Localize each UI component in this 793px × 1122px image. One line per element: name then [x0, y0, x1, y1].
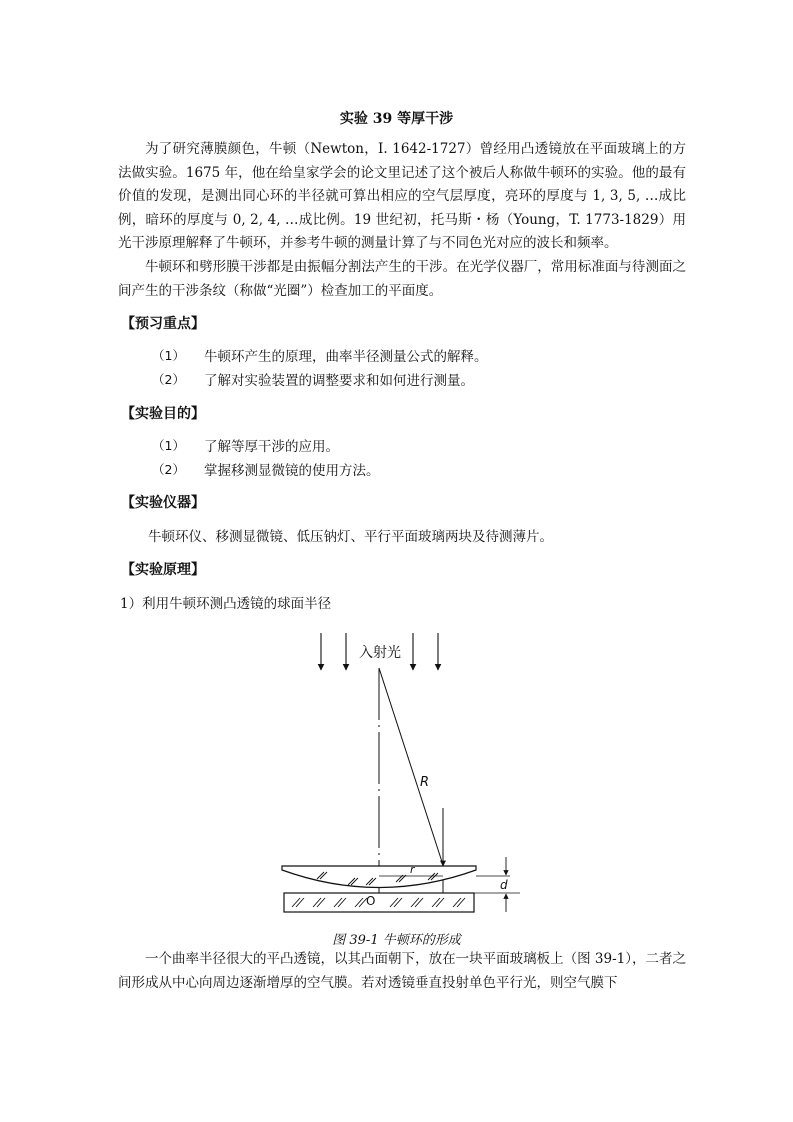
preview-item-2-number: （2）	[152, 372, 185, 387]
principle-subheading: 1）利用牛顿环测凸透镜的球面半径	[120, 596, 332, 612]
ring-radius-label: r	[410, 863, 415, 876]
radius-line	[379, 668, 444, 868]
purpose-item-1-number: （1）	[152, 438, 185, 453]
instruments-heading: 【实验仪器】	[121, 495, 205, 511]
preview-item-1-number: （1）	[152, 348, 185, 363]
preview-item-1-text: 牛顿环产生的原理，曲率半径测量公式的解释。	[204, 349, 488, 365]
instruments-text: 牛顿环仪、移测显微镜、低压钠灯、平行平面玻璃两块及待测薄片。	[148, 529, 553, 545]
plano-convex-lens	[282, 866, 476, 888]
body-paragraph: 一个曲率半径很大的平凸透镜，以其凸面朝下，放在一块平面玻璃板上（图 39-1），二者之间形成从中心向周边逐渐增厚的空气膜。若对透镜垂直投射单色平行光，则空气膜下	[118, 951, 686, 991]
intro-paragraph-2: 牛顿环和劈形膜干涉都是由振幅分割法产生的干涉。在光学仪器厂，常用标准面与待测面之间产生的干涉条纹（称做“光圈”）检查加工的平面度。	[118, 259, 686, 299]
glass-plate	[284, 893, 474, 912]
preview-heading: 【预习重点】	[121, 316, 205, 332]
figure-caption: 图 39-1 牛顿环的形成	[332, 933, 461, 948]
intro-paragraph-1: 为了研究薄膜颜色，牛顿（Newton，I. 1642-1727）曾经用凸透镜放在平面玻璃上的方法做实验。1675 年，他在给皇家学会的论文里记述了这个被后人称做牛顿环的实验。他的最有价值的发现，是测出同心环的半径就可算出相应的空气层厚度，亮环的厚度与 1, 3, 5, …成比例，暗环的厚度与 0, 2, 4, …成比例。19 世纪初，托马斯・杨（Young，T. 1773-1829）用光干涉原理解释了牛顿环，并参考牛顿的测量计算了与不同色光对应的波长和频率。	[118, 141, 686, 251]
incident-light-label: 入射光	[359, 645, 401, 661]
radius-label: R	[420, 775, 430, 790]
page-title: 实验 39 等厚干涉	[339, 111, 454, 127]
purpose-heading: 【实验目的】	[121, 406, 205, 422]
principle-heading: 【实验原理】	[121, 562, 205, 578]
preview-item-2-text: 了解对实验装置的调整要求和如何进行测量。	[204, 373, 474, 389]
thickness-label: d	[500, 878, 508, 892]
purpose-item-1-text: 了解等厚干涉的应用。	[204, 439, 339, 455]
origin-label: O	[366, 894, 376, 908]
purpose-item-2-number: （2）	[152, 462, 185, 477]
newton-ring-diagram	[270, 625, 530, 920]
purpose-item-2-text: 掌握移测显微镜的使用方法。	[204, 463, 380, 479]
